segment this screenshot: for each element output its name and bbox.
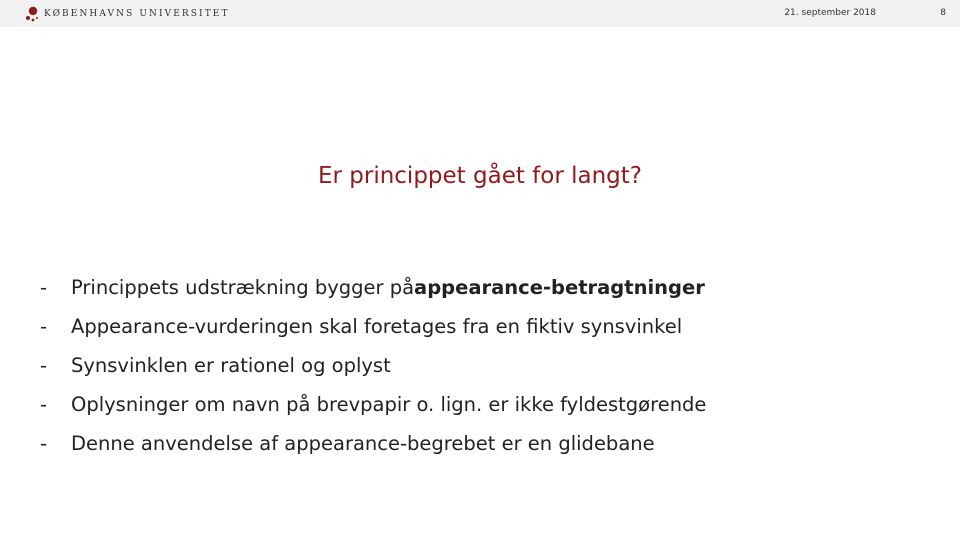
university-name: KØBENHAVNS UNIVERSITET	[44, 9, 230, 19]
bullet-text: Oplysninger om navn på brevpapir o. lign. er ikke fyldestgørende	[71, 393, 707, 416]
bullet-text: Princippets udstrækning bygger på	[71, 276, 415, 299]
bullet-marker: -	[40, 432, 48, 455]
bullet-item	[40, 393, 706, 432]
bullet-marker: -	[40, 315, 48, 338]
bullet-item	[40, 315, 706, 354]
university-seal-icon	[25, 5, 39, 23]
bullet-emphasis: appearance-betragtninger	[414, 276, 705, 299]
bullet-text: Synsvinklen er rationel og oplyst	[71, 354, 391, 377]
bullet-list	[40, 276, 706, 471]
bullet-item	[40, 276, 706, 315]
bullet-marker: -	[40, 393, 48, 416]
page-number: 8	[940, 8, 946, 18]
bullet-text: Appearance-vurderingen skal foretages fra en fiktiv synsvinkel	[71, 315, 683, 338]
bullet-marker: -	[40, 276, 48, 299]
slide-date: 21. september 2018	[784, 8, 876, 18]
slide-title: Er princippet gået for langt?	[317, 163, 643, 189]
bullet-marker: -	[40, 354, 48, 377]
bullet-item	[40, 432, 706, 471]
university-logo	[25, 4, 230, 24]
bullet-item	[40, 354, 706, 393]
bullet-text: Denne anvendelse af appearance-begrebet er en glidebane	[71, 432, 655, 455]
